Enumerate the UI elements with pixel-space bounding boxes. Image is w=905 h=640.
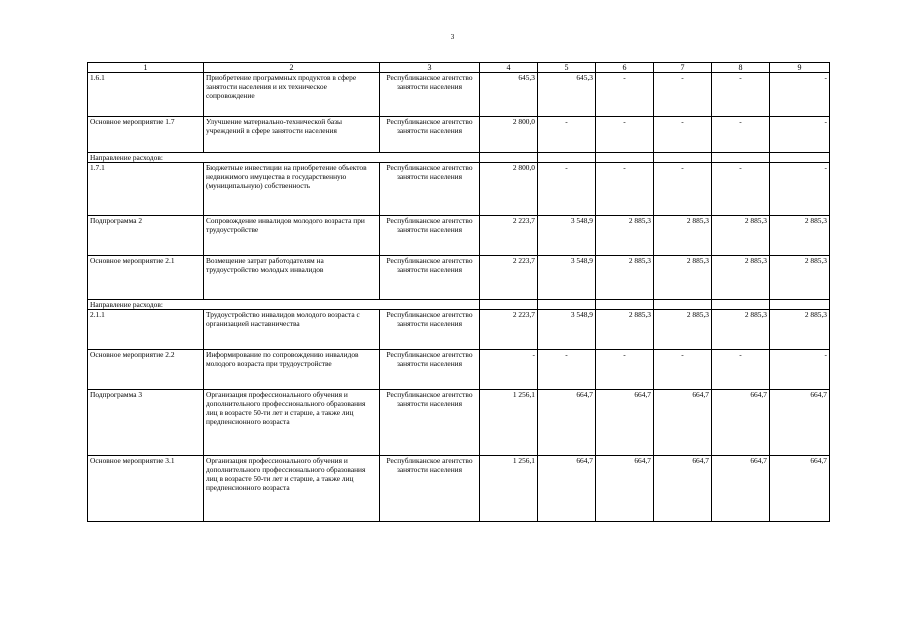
- name-cell: Бюджетные инвестиции на приобретение объектов недвижимого имущества в государственную (муниципальную) собственность: [204, 163, 380, 216]
- value-cell: 2 885,3: [596, 310, 654, 350]
- name-cell: Информирование по сопровождению инвалидов молодого возраста при трудоустройстве: [204, 350, 380, 390]
- code-cell: Подпрограмма 2: [88, 216, 204, 256]
- code-cell: 2.1.1: [88, 310, 204, 350]
- code-cell: Основное мероприятие 1.7: [88, 117, 204, 153]
- value-cell: -: [596, 117, 654, 153]
- program-table: [87, 62, 830, 522]
- value-cell: -: [596, 163, 654, 216]
- value-cell: -: [538, 163, 596, 216]
- executor-cell: Республиканское агентство занятости населения: [380, 163, 480, 216]
- value-cell: -: [596, 350, 654, 390]
- code-cell: Основное мероприятие 3.1: [88, 456, 204, 522]
- table-row: [88, 163, 830, 216]
- name-cell: Приобретение программных продуктов в сфере занятости населения и их техническое сопровождение: [204, 73, 380, 117]
- value-cell: 664,7: [654, 456, 712, 522]
- empty-cell: [770, 153, 830, 163]
- table-row: [88, 73, 830, 117]
- value-cell: 2 223,7: [480, 216, 538, 256]
- value-cell: 664,7: [712, 456, 770, 522]
- direction-label: Направление расходов:: [88, 153, 380, 163]
- value-cell: 2 885,3: [654, 216, 712, 256]
- empty-cell: [654, 300, 712, 310]
- executor-cell: Республиканское агентство занятости населения: [380, 310, 480, 350]
- direction-row: [88, 300, 830, 310]
- value-cell: -: [596, 73, 654, 117]
- value-cell: -: [712, 73, 770, 117]
- empty-cell: [770, 300, 830, 310]
- value-cell: 2 800,0: [480, 163, 538, 216]
- value-cell: 664,7: [770, 390, 830, 456]
- value-cell: 3 548,9: [538, 216, 596, 256]
- value-cell: 2 223,7: [480, 256, 538, 300]
- empty-cell: [596, 300, 654, 310]
- code-cell: Подпрограмма 3: [88, 390, 204, 456]
- empty-cell: [538, 153, 596, 163]
- code-cell: 1.7.1: [88, 163, 204, 216]
- value-cell: -: [538, 117, 596, 153]
- executor-cell: Республиканское агентство занятости населения: [380, 73, 480, 117]
- name-cell: Организация профессионального обучения и дополнительного профессионального образования лиц в возрасте 50-ти лет и старше, а также лиц предпенсионного возраста: [204, 456, 380, 522]
- value-cell: 2 885,3: [596, 256, 654, 300]
- value-cell: 2 885,3: [712, 216, 770, 256]
- header-cell: 4: [480, 63, 538, 73]
- value-cell: 2 885,3: [712, 256, 770, 300]
- value-cell: 2 223,7: [480, 310, 538, 350]
- name-cell: Сопровождение инвалидов молодого возраста при трудоустройстве: [204, 216, 380, 256]
- empty-cell: [380, 153, 480, 163]
- empty-cell: [480, 300, 538, 310]
- executor-cell: Республиканское агентство занятости населения: [380, 456, 480, 522]
- header-cell: 8: [712, 63, 770, 73]
- value-cell: 664,7: [538, 456, 596, 522]
- empty-cell: [380, 300, 480, 310]
- value-cell: 645,3: [480, 73, 538, 117]
- value-cell: 2 885,3: [654, 256, 712, 300]
- header-cell: 2: [204, 63, 380, 73]
- value-cell: 645,3: [538, 73, 596, 117]
- value-cell: 664,7: [712, 390, 770, 456]
- name-cell: Улучшение материально-технической базы учреждений в сфере занятости населения: [204, 117, 380, 153]
- value-cell: 2 800,0: [480, 117, 538, 153]
- value-cell: 664,7: [538, 390, 596, 456]
- value-cell: -: [712, 350, 770, 390]
- direction-row: [88, 153, 830, 163]
- table-row: [88, 456, 830, 522]
- empty-cell: [712, 300, 770, 310]
- table-row: [88, 390, 830, 456]
- header-cell: 1: [88, 63, 204, 73]
- value-cell: 664,7: [596, 456, 654, 522]
- executor-cell: Республиканское агентство занятости населения: [380, 350, 480, 390]
- value-cell: -: [770, 350, 830, 390]
- empty-cell: [654, 153, 712, 163]
- value-cell: 2 885,3: [770, 310, 830, 350]
- header-cell: 5: [538, 63, 596, 73]
- value-cell: 2 885,3: [712, 310, 770, 350]
- executor-cell: Республиканское агентство занятости населения: [380, 256, 480, 300]
- table-row: [88, 256, 830, 300]
- table-row: [88, 216, 830, 256]
- value-cell: 664,7: [654, 390, 712, 456]
- empty-cell: [596, 153, 654, 163]
- value-cell: 2 885,3: [654, 310, 712, 350]
- value-cell: -: [654, 117, 712, 153]
- header-row: [88, 63, 830, 73]
- value-cell: -: [770, 163, 830, 216]
- direction-label: Направление расходов:: [88, 300, 380, 310]
- value-cell: 2 885,3: [596, 216, 654, 256]
- executor-cell: Республиканское агентство занятости населения: [380, 390, 480, 456]
- code-cell: Основное мероприятие 2.1: [88, 256, 204, 300]
- table-row: [88, 310, 830, 350]
- code-cell: Основное мероприятие 2.2: [88, 350, 204, 390]
- header-cell: 7: [654, 63, 712, 73]
- header-cell: 3: [380, 63, 480, 73]
- empty-cell: [480, 153, 538, 163]
- value-cell: -: [538, 350, 596, 390]
- value-cell: -: [654, 163, 712, 216]
- value-cell: 1 256,1: [480, 456, 538, 522]
- value-cell: 2 885,3: [770, 216, 830, 256]
- value-cell: 664,7: [770, 456, 830, 522]
- executor-cell: Республиканское агентство занятости населения: [380, 117, 480, 153]
- name-cell: Организация профессионального обучения и дополнительного профессионального образования лиц в возрасте 50-ти лет и старше, а также лиц предпенсионного возраста: [204, 390, 380, 456]
- value-cell: 3 548,9: [538, 310, 596, 350]
- value-cell: -: [654, 350, 712, 390]
- name-cell: Возмещение затрат работодателям на трудоустройство молодых инвалидов: [204, 256, 380, 300]
- value-cell: -: [654, 73, 712, 117]
- value-cell: 664,7: [596, 390, 654, 456]
- value-cell: -: [712, 117, 770, 153]
- name-cell: Трудоустройство инвалидов молодого возраста с организацией наставничества: [204, 310, 380, 350]
- header-cell: 9: [770, 63, 830, 73]
- code-cell: 1.6.1: [88, 73, 204, 117]
- value-cell: -: [480, 350, 538, 390]
- value-cell: 3 548,9: [538, 256, 596, 300]
- table-row: [88, 350, 830, 390]
- value-cell: 2 885,3: [770, 256, 830, 300]
- empty-cell: [538, 300, 596, 310]
- value-cell: -: [770, 117, 830, 153]
- value-cell: 1 256,1: [480, 390, 538, 456]
- table-row: [88, 117, 830, 153]
- header-cell: 6: [596, 63, 654, 73]
- page-number: 3: [450, 33, 455, 41]
- empty-cell: [712, 153, 770, 163]
- value-cell: -: [712, 163, 770, 216]
- value-cell: -: [770, 73, 830, 117]
- executor-cell: Республиканское агентство занятости населения: [380, 216, 480, 256]
